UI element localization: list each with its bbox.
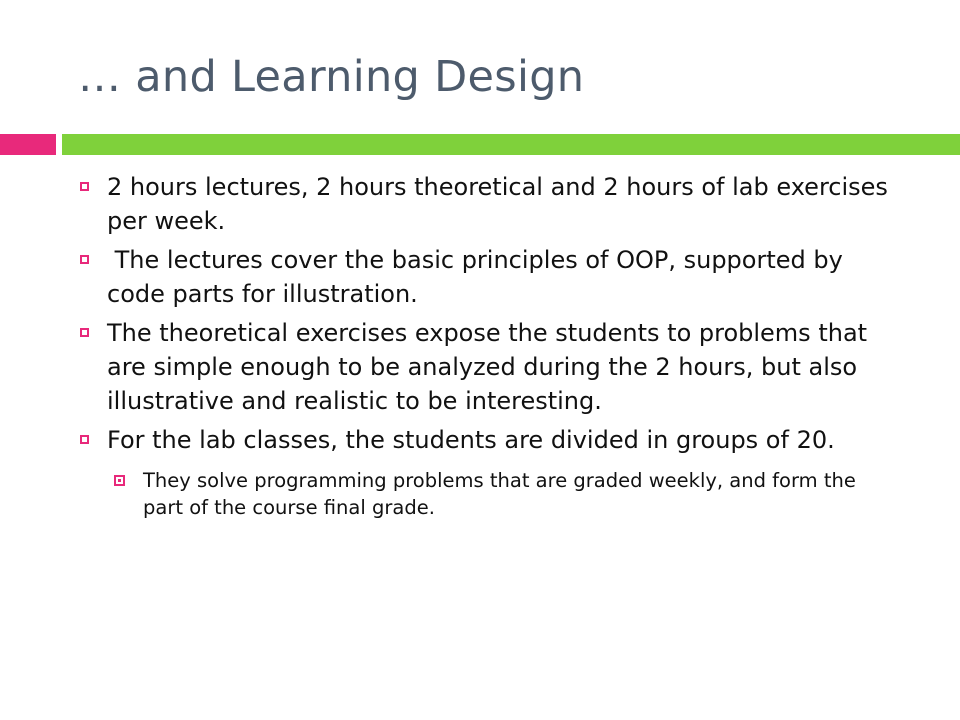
bullet-item xyxy=(78,170,898,238)
bullet-item xyxy=(78,316,898,418)
hollow-square-icon xyxy=(80,182,89,191)
hollow-square-icon xyxy=(80,255,89,264)
bullet-text: The theoretical exercises expose the students to problems that are simple enough to be analyzed during the 2 hours, but also illustrative and realistic to be interesting. xyxy=(107,319,868,415)
sub-bullet-text: They solve programming problems that are graded weekly, and form the part of the course final grade. xyxy=(143,469,856,519)
sub-bullet-item xyxy=(114,467,898,521)
slide-title: … and Learning Design xyxy=(78,52,585,102)
bullet-text: For the lab classes, the students are divided in groups of 20. xyxy=(107,426,835,454)
bullet-item xyxy=(78,423,898,457)
hollow-square-icon xyxy=(80,435,89,444)
hollow-square-icon xyxy=(80,328,89,337)
accent-bar-green xyxy=(62,134,960,155)
accent-bar-pink xyxy=(0,134,56,155)
bullet-item xyxy=(78,243,898,311)
bullet-text: 2 hours lectures, 2 hours theoretical and 2 hours of lab exercises per week. xyxy=(107,173,888,235)
bullet-list xyxy=(78,170,898,521)
bullet-text: The lectures cover the basic principles of OOP, supported by code parts for illustration. xyxy=(107,246,851,308)
square-dot-icon xyxy=(114,475,125,486)
